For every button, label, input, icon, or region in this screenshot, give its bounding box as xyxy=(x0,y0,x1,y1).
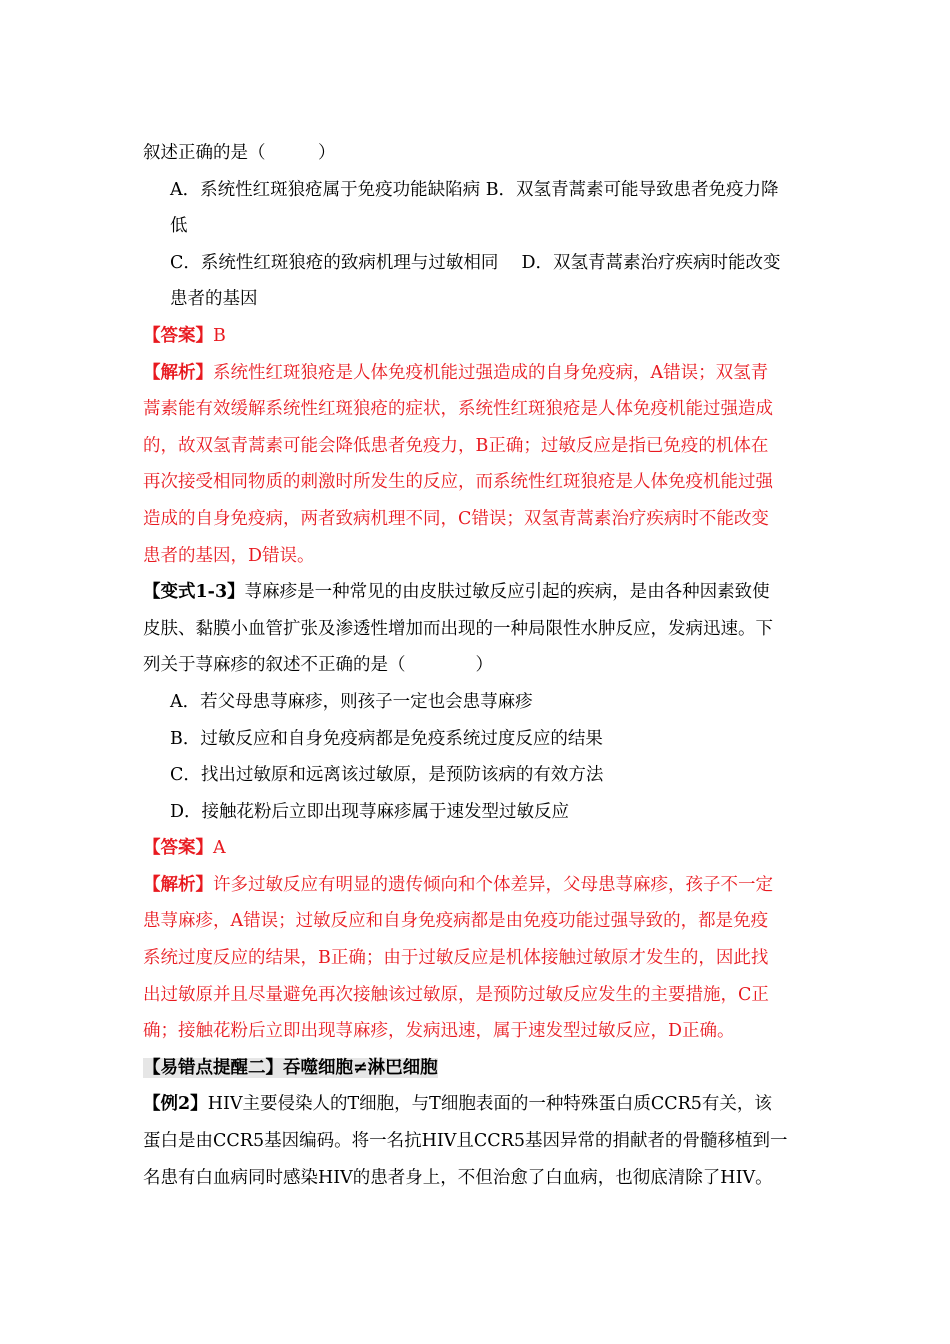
section-title: 【易错点提醒二】吞噬细胞≠淋巴细胞 xyxy=(143,1057,438,1078)
option-line: D．接触花粉后立即出现荨麻疹属于速发型过敏反应 xyxy=(170,801,570,822)
analysis-text: 许多过敏反应有明显的遗传倾向和个体差异，父母患荨麻疹，孩子不一定 xyxy=(213,874,773,895)
question-stem-tail: 叙述正确的是（ ） xyxy=(143,143,336,163)
option-line: A．若父母患荨麻疹，则孩子一定也会患荨麻疹 xyxy=(170,691,533,712)
analysis-line: 造成的自身免疫病，两者致病机理不同，C错误；双氢青蒿素治疗疾病时不能改变 xyxy=(143,508,769,529)
analysis-text: 系统性红斑狼疮是人体免疫机能过强造成的自身免疫病，A错误；双氢青 xyxy=(213,362,769,383)
question-stem: 蛋白是由CCR5基因编码。将一名抗HIV且CCR5基因异常的捐献者的骨髓移植到一 xyxy=(143,1131,788,1152)
option-line: A．系统性红斑狼疮属于免疫功能缺陷病 B．双氢青蒿素可能导致患者免疫力降 xyxy=(170,179,779,200)
analysis-line: 再次接受相同物质的刺激时所发生的反应，而系统性红斑狼疮是人体免疫机能过强 xyxy=(143,472,773,493)
question-stem: 皮肤、黏膜小血管扩张及渗透性增加而出现的一种局限性水肿反应，发病迅速。下 xyxy=(143,618,773,639)
question-stem: 列关于荨麻疹的叙述不正确的是（ ） xyxy=(143,655,493,676)
option-line: 患者的基因 xyxy=(170,289,258,310)
analysis-line: 患荨麻疹，A错误；过敏反应和自身免疫病都是由免疫功能过强导致的，都是免疫 xyxy=(143,911,769,932)
question-stem: 名患有白血病同时感染HIV的患者身上，不但治愈了白血病，也彻底清除了HIV。 xyxy=(143,1167,773,1188)
option-line: 低 xyxy=(170,216,188,237)
question-tag: 【例2】 xyxy=(143,1094,208,1115)
question-text: HIV主要侵染人的T细胞，与T细胞表面的一种特殊蛋白质CCR5有关，该 xyxy=(207,1094,772,1115)
question-tag: 【变式1-3】 xyxy=(143,582,245,603)
analysis-line: 确；接触花粉后立即出现荨麻疹，发病迅速，属于速发型过敏反应，D正确。 xyxy=(143,1021,735,1042)
option-line: B．过敏反应和自身免疫病都是免疫系统过度反应的结果 xyxy=(170,728,603,749)
answer-line xyxy=(143,830,843,867)
analysis-tag: 【解析】 xyxy=(143,362,213,383)
question-stem xyxy=(143,574,843,611)
answer-tag: 【答案】 xyxy=(143,325,213,346)
section-heading xyxy=(143,1050,843,1087)
analysis-line: 患者的基因，D错误。 xyxy=(143,545,315,566)
analysis-line: 系统过度反应的结果，B正确；由于过敏反应是机体接触过敏原才发生的，因此找 xyxy=(143,948,769,969)
analysis-tag: 【解析】 xyxy=(143,874,213,895)
analysis-line: 出过敏原并且尽量避免再次接触该过敏原，是预防过敏反应发生的主要措施，C正 xyxy=(143,984,769,1005)
question-stem xyxy=(143,1086,843,1123)
answer-line xyxy=(143,318,843,355)
answer-tag: 【答案】 xyxy=(143,838,213,859)
document-page xyxy=(143,135,843,1196)
question-text: 荨麻疹是一种常见的由皮肤过敏反应引起的疾病，是由各种因素致使 xyxy=(244,582,770,603)
analysis-line xyxy=(143,355,843,392)
analysis-line: 蒿素能有效缓解系统性红斑狼疮的症状，系统性红斑狼疮是人体免疫机能过强造成 xyxy=(143,399,773,420)
answer-value: A xyxy=(213,838,226,859)
analysis-line xyxy=(143,867,843,904)
option-line: C．找出过敏原和远离该过敏原，是预防该病的有效方法 xyxy=(170,765,604,786)
answer-value: B xyxy=(213,325,226,346)
option-line: C．系统性红斑狼疮的致病机理与过敏相同 D．双氢青蒿素治疗疾病时能改变 xyxy=(170,252,781,273)
analysis-line: 的，故双氢青蒿素可能会降低患者免疫力，B正确；过敏反应是指已免疫的机体在 xyxy=(143,435,769,456)
